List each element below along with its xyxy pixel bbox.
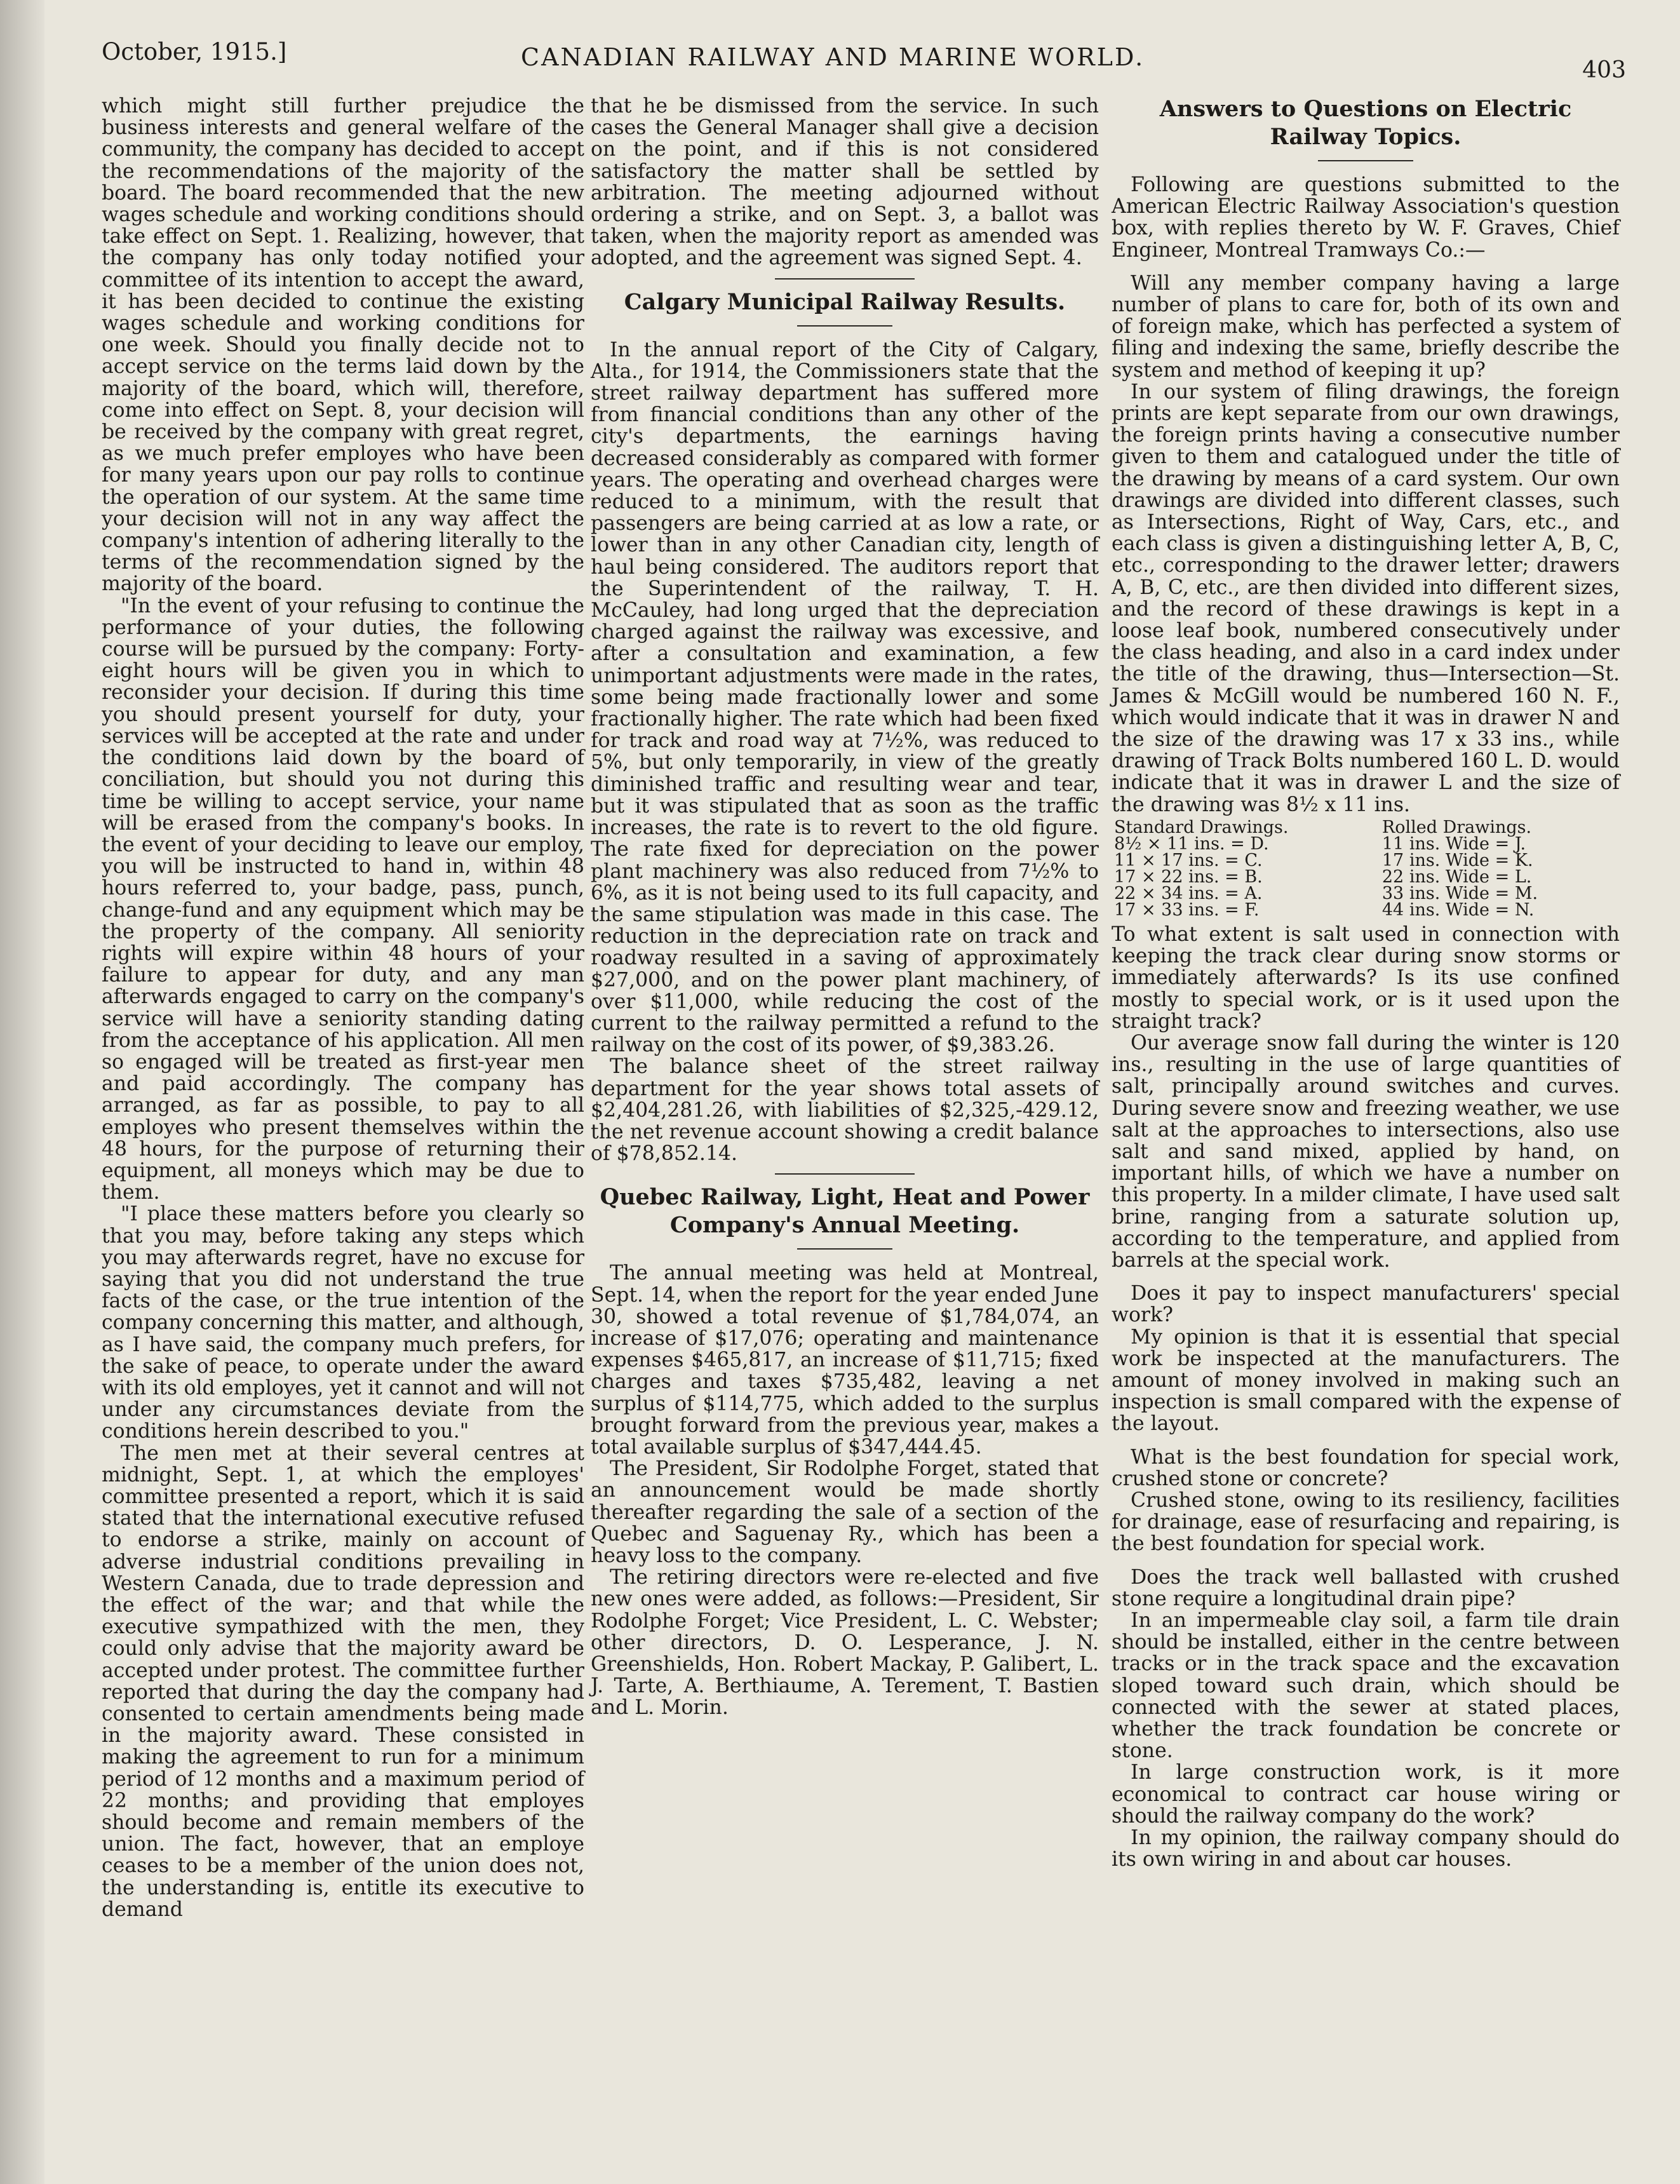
- answer: Crushed stone, owing to its resiliency, facilities for drainage, ease of resurfacing and repairing, is the best foundation for special work.: [1112, 1488, 1620, 1556]
- title-underline: [797, 1248, 892, 1250]
- section-divider: [775, 1173, 915, 1175]
- column-right: [1112, 95, 1620, 1870]
- section-divider: [775, 278, 915, 280]
- table-row: [1112, 853, 1620, 869]
- paragraph: The annual meeting was held at Montreal, Sept. 14, when the report for the year ended June 30, showed a total revenue of $1,784,074, an increase of $17,076; operating and maintenance expenses $465,817, an increase of $11,715; fixed charges and taxes $735,482, leaving a net surplus of $114,775, which added to the surplus brought forward from the previous year, makes a total available surplus of $347,444.45.: [591, 1262, 1099, 1459]
- paragraph: In the annual report of the City of Calgary, Alta., for 1914, the Commissioners state that the street railway department has suffered more from financial conditions than any other of the city's departments, the earnings having decreased considerably as compared with former years. The operating and overhead charges were reduced to a minimum, with the result that passengers are being carried at as low a rate, or lower than in any other Canadian city, length of haul being considered. The auditors report that the Superintendent of the railway, T. H. McCauley, had long urged that the depreciation charged against the railway was excessive, and after a consultation and examination, a few unimportant adjustments were made in the rates, some being made fractionally lower and some fractionally higher. The rate which had been fixed for track and road way at 7½%, was reduced to 5%, but only temporarily, in view of the greatly diminished traffic and resulting wear and tear, but it was stipulated that as soon as the traffic increases, the rate is to revert to the old figure. The rate fixed for depreciation on the power plant machinery was also reduced from 7½% to 6%, as it is not being used to its full capacity, and the same stipulation was made in this case. The reduction in the depreciation rate on track and roadway resulted in a saving of approximately $27,000, and on the power plant machinery, of over $11,000, while reducing the cost of the current to the railway permitted a refund to the railway on the cost of its power, of $9,383.26.: [591, 338, 1099, 1057]
- answer: In an impermeable clay soil, a farm tile drain should be installed, either in the centre between tracks or in the track space and the excavation sloped toward such drain, which should be connected with the sewer at stated places, whether the track foundation be concrete or stone.: [1112, 1608, 1620, 1763]
- table-cell: 17 ins. Wide = K.: [1381, 850, 1533, 870]
- table-header: Rolled Drawings.: [1381, 817, 1532, 837]
- answer: Our average snow fall during the winter is 120 ins., resulting in the use of large quantities of salt, principally around switches and curves. During severe snow and freezing weather, we use salt at the approaches to intersections, also use salt and sand mixed, applied by hand, on important hills, of which we have a number on this property. In a milder climate, I have used salt brine, ranging from a saturate solution up, according to the temperature, and applied from barrels at the special work.: [1112, 1031, 1620, 1272]
- article-title-calgary: Calgary Municipal Railway Results.: [624, 288, 1066, 315]
- column-middle: [591, 95, 1099, 1719]
- answer: My opinion is that it is essential that special work be inspected at the manufacturers. The amount of money involved in making such an inspection is small compared with the expense of the layout.: [1112, 1325, 1620, 1436]
- table-cell: 8½ × 11 ins. = D.: [1114, 833, 1269, 854]
- paragraph: Following are questions submitted to the American Electric Railway Association's question box, with replies thereto by W. F. Graves, Chief Engineer, Montreal Tramways Co.:—: [1112, 173, 1620, 262]
- table-cell: 11 × 17 ins. = C.: [1114, 850, 1263, 870]
- journal-title: CANADIAN RAILWAY AND MARINE WORLD.: [521, 43, 1145, 71]
- table-cell: 17 × 33 ins. = F.: [1114, 900, 1260, 920]
- table-row: [1112, 886, 1620, 902]
- table-row: [1112, 836, 1620, 853]
- page-number: 403: [1582, 57, 1626, 83]
- drawings-size-table: [1112, 819, 1620, 919]
- article-title-quebec: Quebec Railway, Light, Heat and Power Company's Annual Meeting.: [600, 1184, 1090, 1239]
- paragraph: which might still further prejudice the business interests and general welfare of the community, the company has decided to accept the recommendations of the majority of the board. The board recommended that the new wages schedule and working conditions should take effect on Sept. 1. Realizing, however, that the company has only today notified your committee of its intention to accept the award, it has been decided to continue the existing wages schedule and working conditions for one week. Should you finally decide not to accept service on the terms laid down by the majority of the board, which will, therefore, come into effect on Sept. 8, your decision will be received by the company with great regret, as we much prefer employes who have been for many years upon our pay rolls to continue the operation of our system. At the same time your decision will not in any way affect the company's intention of adhering literally to the terms of the recommendation signed by the majority of the board.: [102, 95, 584, 596]
- column-left-text: [102, 95, 584, 1920]
- question: In large construction work, is it more economical to contract car house wiring or should the railway company do the work?: [1112, 1761, 1620, 1828]
- table-cell: 44 ins. Wide = N.: [1381, 900, 1535, 920]
- title-underline: [1318, 160, 1413, 161]
- calgary-article: [591, 339, 1099, 1165]
- binding-gutter-shadow: [0, 0, 44, 2184]
- table-cell: 22 ins. Wide = L.: [1381, 866, 1532, 887]
- table-header: Standard Drawings.: [1114, 817, 1289, 837]
- paragraph: that he be dismissed from the service. In such cases the General Manager shall give a decision on the point, and if this is not considered satisfactory the matter shall be settled by arbitration. The meeting adjourned without ordering a strike, and on Sept. 3, a ballot was taken, when the majority report as amended was adopted, and the agreement was signed Sept. 4.: [591, 95, 1099, 270]
- question: Does it pay to inspect manufacturers' special work?: [1112, 1282, 1620, 1327]
- answer: In my opinion, the railway company should do its own wiring in and about car houses.: [1112, 1826, 1620, 1871]
- questions-article: [1112, 174, 1620, 1870]
- question: Will any member company having a large number of plans to care for, both of its own and of foreign make, which has perfected a system of filing and indexing the same, briefly describe the system and method of keeping it up?: [1112, 271, 1620, 382]
- column-middle-text: [591, 95, 1099, 269]
- header-date: October, 1915.]: [102, 38, 287, 65]
- table-header-row: [1112, 819, 1620, 836]
- page-header: [102, 38, 1626, 83]
- answer: In our system of filing drawings, the foreign prints are kept separate from our own drawings, the foreign prints having a consecutive number given to them and catalogued under the title of the drawing by means of a card system. Our own drawings are divided into different classes, such as Intersections, Right of Way, Cars, etc., and each class is given a distinguishing letter A, B, C, etc., corresponding to the drawer letter; drawers A, B, C, etc., are then divided into different sizes, and the record of these drawings is kept in a loose leaf book, numbered consecutively under the class heading, and also in a card index under the title of the drawing, thus—Intersection—St. James & McGill would be numbered 160 N. F., which would indicate that it was in drawer N and the size of the drawing was 17 x 33 ins., while drawing of Track Bolts numbered 160 L. D. would indicate that it was in drawer L and the size of the drawing was 8½ x 11 ins.: [1112, 380, 1620, 816]
- article-title-questions: Answers to Questions on Electric Railway Topics.: [1159, 96, 1572, 150]
- paragraph: The men met at their several centres at midnight, Sept. 1, at which the employes' committee presented a report, which it is said stated that the international executive refused to endorse a strike, mainly on account of adverse industrial conditions prevailing in Western Canada, due to trade depression and the effect of the war; and that while the executive sympathized with the men, they could only advise that the majority award be accepted under protest. The committee further reported that during the day the company had consented to certain amendments being made in the majority award. These consisted in making the agreement to run for a minimum period of 12 months and a maximum period of 22 months; and providing that employes should become and remain members of the union. The fact, however, that an employe ceases to be a member of the union does not, the understanding is, entitle its executive to demand: [102, 1441, 584, 1921]
- title-underline: [797, 325, 892, 327]
- paragraph: The balance sheet of the street railway department for the year shows total assets of $2,404,281.26, with liabilities of $2,325,-429.12, the net revenue account showing a credit balance of $78,852.14.: [591, 1055, 1099, 1166]
- paragraph: "I place these matters before you clearly so that you may, before taking any steps which you may afterwards regret, have no excuse for saying that you did not understand the true facts of the case, or the true intention of the company concerning this matter, and although, as I have said, the company much prefers, for the sake of peace, to operate under the award with its old employes, yet it cannot and will not under any circumstances deviate from the conditions herein described to you.": [102, 1203, 584, 1443]
- table-row: [1112, 902, 1620, 919]
- quebec-article: [591, 1262, 1099, 1718]
- table-row: [1112, 869, 1620, 886]
- paragraph: The President, Sir Rodolphe Forget, stated that an announcement would be made shortly thereafter regarding the sale of a section of the Quebec and Saguenay Ry., which has been a heavy loss to the company.: [591, 1457, 1099, 1567]
- table-cell: 11 ins. Wide = J.: [1381, 833, 1526, 854]
- table-cell: 33 ins. Wide = M.: [1381, 883, 1538, 903]
- question: What is the best foundation for special work, crushed stone or concrete?: [1112, 1445, 1620, 1490]
- question: Does the track well ballasted with crushed stone require a longitudinal drain pipe?: [1112, 1565, 1620, 1610]
- question: To what extent is salt used in connection with keeping the track clear during snow storms or immediately afterwards? Is its use confined mostly to special work, or is it used upon the straight track?: [1112, 922, 1620, 1033]
- table-cell: 22 × 34 ins. = A.: [1114, 883, 1263, 903]
- table-cell: 17 × 22 ins. = B.: [1114, 866, 1263, 887]
- column-left: [102, 95, 584, 1920]
- paragraph: The retiring directors were re-elected and five new ones were added, as follows:—President, Sir Rodolphe Forget; Vice President, L. C. Webster; other directors, D. O. Lesperance, J. N. Greenshields, Hon. Robert Mackay, P. Galibert, L. J. Tarte, A. Berthiaume, A. Terement, T. Bastien and L. Morin.: [591, 1566, 1099, 1720]
- paragraph: "In the event of your refusing to continue the performance of your duties, the following course will be pursued by the company: Forty-eight hours will be given you in which to reconsider your decision. If during this time you should present yourself for duty, your services will be accepted at the rate and under the conditions laid down by the board of conciliation, but should you not during this time be willing to accept service, your name will be erased from the company's books. In the event of your deciding to leave our employ, you will be instructed to hand in, within 48 hours referred to, your badge, pass, punch, change-fund and any equipment which may be the property of the company. All seniority rights will expire within 48 hours of your failure to appear for duty, and any man afterwards engaged to carry on the company's service will have a seniority standing dating from the acceptance of his application. All men so engaged will be treated as first-year men and paid accordingly. The company has arranged, as far as possible, to pay to all employes who present themselves within the 48 hours, for the purpose of returning their equipment, all moneys which may be due to them.: [102, 594, 584, 1204]
